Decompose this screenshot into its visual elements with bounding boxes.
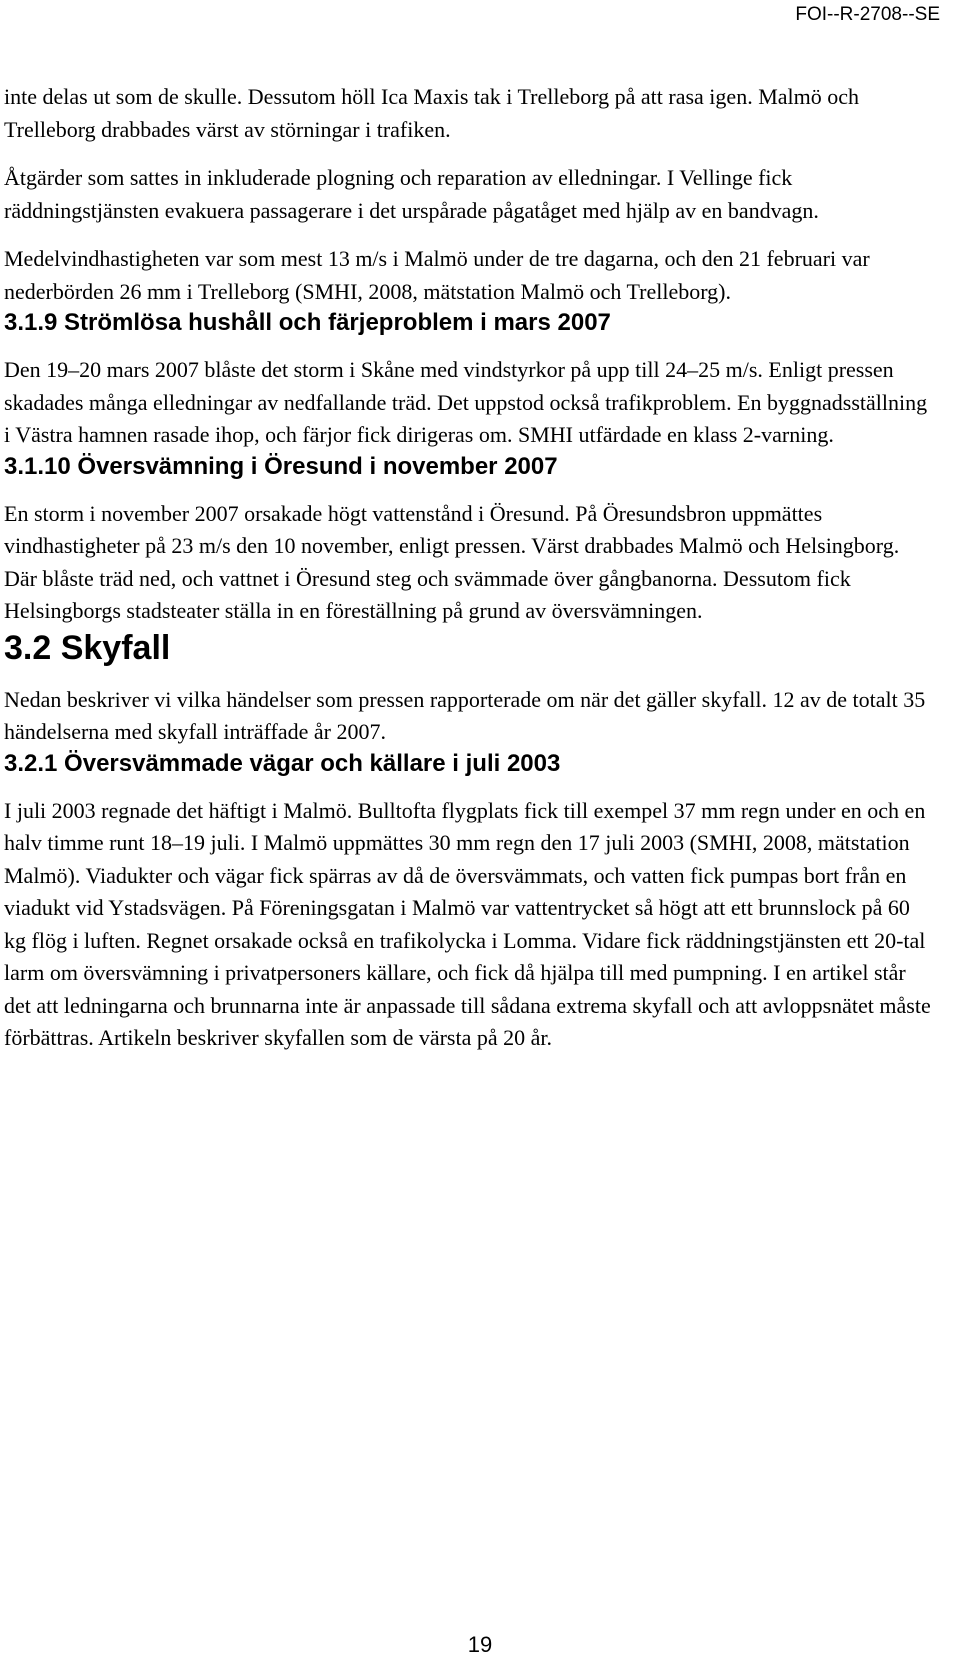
paragraph-july-2003: I juli 2003 regnade det häftigt i Malmö. Bulltofta flygplats fick till exempel 37 mm regn under en och en halv timme runt 18–19 juli. I Malmö uppmättes 30 mm regn den 17 juli 2003 (SMHI, 2008, mätstation Malmö). Viadukter och vägar fick spärras av då de översvämmats, och vatten fick pumpas bort från en viadukt vid Ystadsvägen. På Föreningsgatan i Malmö var vattentrycket så högt att ett brunnslock på 60 kg flög i luften. Regnet orsakade också en trafikolycka i Lomma. Vidare fick räddningstjänsten ett 20-tal larm om översvämning i privatpersoners källare, och fick då hjälpa till med pumpning. I en artikel står det att ledningarna och brunnarna inte är anpassade till sådana extrema skyfall och att avloppsnätet måste förbättras. Artikeln beskriver skyfallen som de värsta på 20 år. [4, 797, 931, 1050]
document-body [4, 81, 934, 1055]
heading-3-2: 3.2 Skyfall [4, 628, 171, 667]
paragraph-wind-speed: Medelvindhastigheten var som mest 13 m/s i Malmö under de tre dagarna, och den 21 februari var nederbörden 26 mm i Trelleborg (SMHI, 2008, mätstation Malmö och Trelleborg). [4, 246, 870, 304]
heading-3-2-1: 3.2.1 Översvämmade vägar och källare i juli 2003 [4, 749, 561, 777]
heading-3-1-10: 3.1.10 Översvämning i Öresund i november 2007 [4, 452, 558, 480]
paragraph-measures: Åtgärder som sattes in inkluderade plogning och reparation av elledningar. I Vellinge fick räddningstjänsten evakuera passagerare i det urspårade pågatåget med hjälp av en bandvagn. [4, 165, 819, 223]
paragraph-storm-continuation: inte delas ut som de skulle. Dessutom höll Ica Maxis tak i Trelleborg på att rasa igen. Malmö och Trelleborg drabbades värst av störningar i trafiken. [4, 84, 860, 142]
paragraph-oresund-flood: En storm i november 2007 orsakade högt vattenstånd i Öresund. På Öresundsbron uppmättes vindhastigheter på 23 m/s den 10 november, enligt pressen. Värst drabbades Malmö och Helsingborg. Där blåste träd ned, och vattnet i Öresund steg och svämmade över gångbanorna. Dessutom fick Helsingborgs stadsteater ställa in en föreställning på grund av översvämningen. [4, 500, 900, 623]
paragraph-march-storm: Den 19–20 mars 2007 blåste det storm i Skåne med vindstyrkor på upp till 24–25 m/s. Enligt pressen skadades många elledningar av nedfallande träd. Det uppstod också trafikproblem. En byggnadsställning i Västra hamnen rasade ihop, och färjor fick dirigeras om. SMHI utfärdade en klass 2-varning. [4, 357, 928, 447]
page-number: 19 [467, 1632, 493, 1657]
paragraph-skyfall-intro: Nedan beskriver vi vilka händelser som pressen rapporterade om när det gäller skyfall. 12 av de totalt 35 händelserna med skyfall inträffade år 2007. [4, 686, 926, 744]
heading-3-1-9: 3.1.9 Strömlösa hushåll och färjeproblem i mars 2007 [4, 309, 611, 336]
report-id-header: FOI--R-2708--SE [795, 4, 940, 25]
